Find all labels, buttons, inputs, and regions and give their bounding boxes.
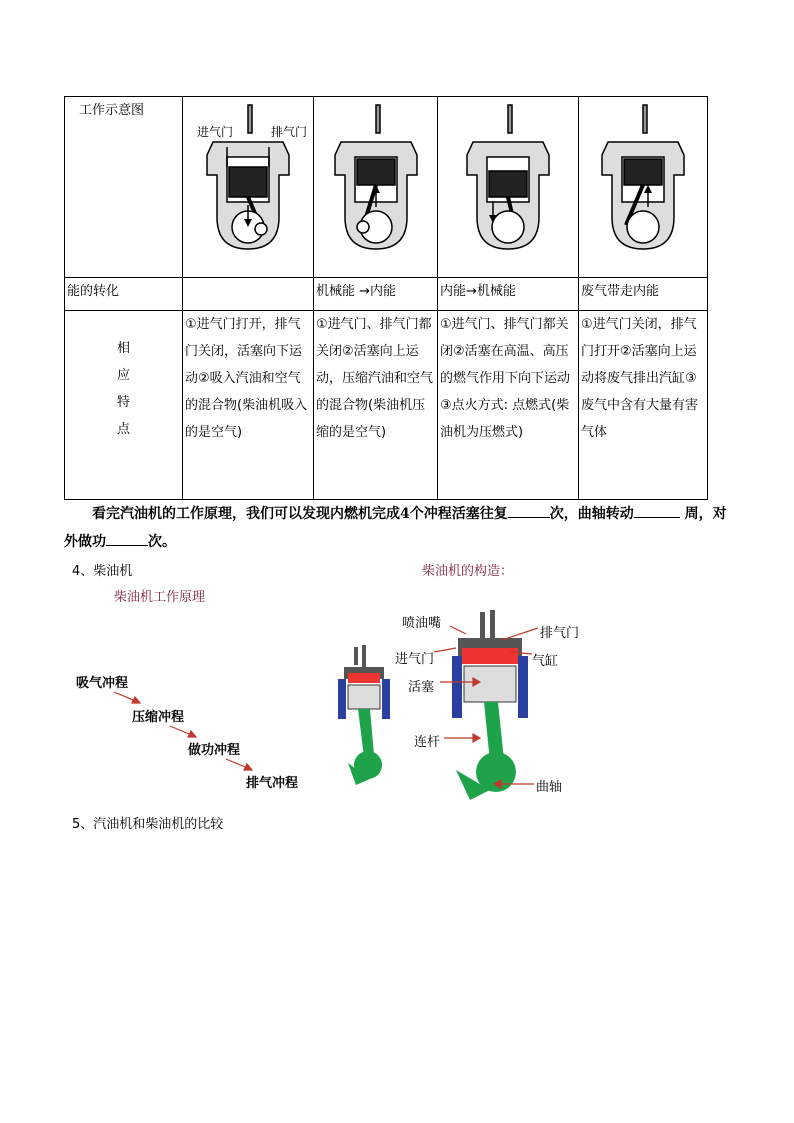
conversion-intake — [183, 278, 314, 311]
power-stroke-diagram — [438, 97, 579, 278]
exhaust-valve-label: 排气门 — [271, 125, 308, 139]
four-stroke-table — [64, 96, 708, 500]
features-row-label: 相 应 特 点 — [65, 311, 183, 500]
label-crankshaft: 曲轴 — [536, 780, 563, 795]
features-row — [65, 311, 708, 500]
engine-diagram-exhaust — [588, 97, 698, 257]
diagram-row-label: 工作示意图 — [65, 97, 183, 278]
stroke-exhaust: 排气冲程 — [246, 776, 299, 791]
conversion-row-label: 能的转化 — [65, 278, 183, 311]
label-intake-valve: 进气门 — [395, 652, 435, 667]
label-piston: 活塞 — [408, 680, 435, 695]
compression-stroke-diagram — [314, 97, 438, 278]
label-rod: 连杆 — [414, 735, 441, 750]
features-exhaust: ①进气门关闭，排气门打开②活塞向上运动将废气排出汽缸③废气中含有大量有害气体 — [579, 311, 708, 500]
diesel-label-pointers — [430, 618, 540, 790]
engine-diagram-power — [453, 97, 563, 257]
label-injector: 喷油嘴 — [402, 616, 442, 631]
features-intake: ①进气门打开，排气门关闭，活塞向下运动②吸入汽油和空气的混合物(柴油机吸入的是空气) — [183, 311, 314, 500]
label-exhaust-valve: 排气门 — [540, 626, 580, 641]
label-cylinder: 气缸 — [532, 654, 559, 669]
intake-valve-label: 进气门 — [197, 125, 234, 139]
exhaust-stroke-diagram — [579, 97, 708, 278]
features-power: ①进气门、排气门都关闭②活塞在高温、高压的燃气作用下向下运动③点火方式: 点燃式(柴油机为压燃式) — [438, 311, 579, 500]
conversion-row — [65, 278, 708, 311]
conversion-power: 内能→机械能 — [438, 278, 579, 311]
answer-blank-3[interactable] — [106, 531, 148, 546]
summary-question: 看完汽油机的工作原理，我们可以发现内燃机完成4个冲程活塞往复 次，曲轴转动 周，对外做功 次。 — [64, 500, 734, 556]
stroke-power: 做功冲程 — [188, 743, 241, 758]
conversion-exhaust: 废气带走内能 — [579, 278, 708, 311]
section-4-title: 4、柴油机 — [72, 564, 133, 579]
section-5-title: 5、汽油机和柴油机的比较 — [72, 817, 224, 832]
diagram-row — [65, 97, 708, 278]
diesel-structure-title: 柴油机的构造： — [422, 564, 514, 579]
conversion-compression: 机械能 →内能 — [314, 278, 438, 311]
answer-blank-1[interactable] — [508, 503, 550, 518]
intake-stroke-diagram — [183, 97, 314, 278]
features-compression: ①进气门、排气门都关闭②活塞向上运动，压缩汽油和空气的混合物(柴油机压缩的是空气) — [314, 311, 438, 500]
stroke-sequence-arrows — [100, 688, 260, 778]
stroke-intake: 吸气冲程 — [76, 676, 129, 691]
diesel-principle-title: 柴油机工作原理 — [114, 590, 206, 605]
answer-blank-2[interactable] — [634, 503, 680, 518]
diesel-engine-small — [334, 645, 394, 795]
stroke-compression: 压缩冲程 — [132, 710, 185, 725]
engine-diagram-compression — [321, 97, 431, 257]
